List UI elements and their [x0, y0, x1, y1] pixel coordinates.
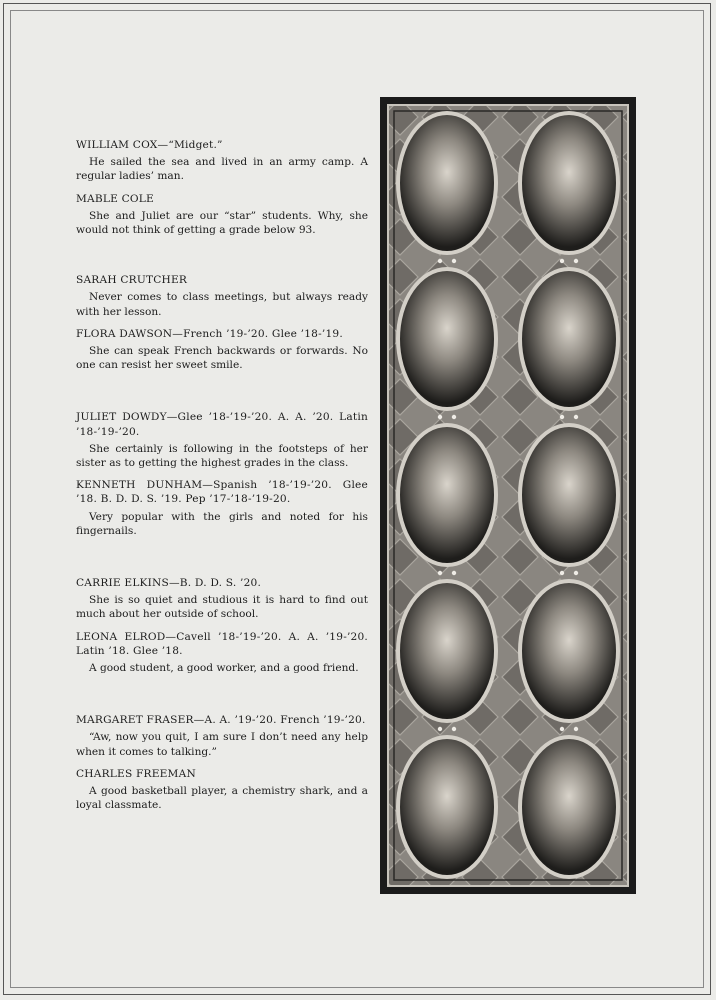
entry-kenneth-dunham: [76, 478, 368, 538]
portrait-photo: [522, 115, 616, 251]
portrait-row-4: [396, 579, 620, 723]
portrait-photo: [522, 427, 616, 563]
entry-sarah-crutcher: [76, 273, 368, 319]
entry-flora-dawson: [76, 327, 368, 373]
entry-description: A good basketball player, a chemistry shark, and a loyal classmate.: [76, 785, 368, 812]
portrait-photo: [400, 271, 494, 407]
entry-name: CARRIE ELKINS—B. D. D. S. ’20.: [76, 577, 262, 590]
entry-juliet-dowdy: [76, 410, 368, 470]
entry-description: She is so quiet and studious it is hard to find out much about her outside of school.: [76, 594, 368, 621]
entry-name: MARGARET FRASER—A. A. ’19-’20. French ’19-’20.: [76, 714, 366, 727]
entry-group-2: [76, 273, 368, 372]
entry-margaret-fraser: [76, 713, 368, 759]
entry-group-4: [76, 576, 368, 675]
entry-description: A good student, a good worker, and a good friend.: [89, 662, 359, 675]
entry-william-cox: [76, 138, 368, 184]
portrait-photo: [522, 583, 616, 719]
entry-name: JULIET DOWDY—Glee ’18-’19-’20. A. A. ’20. Latin ’18-’19-’20.: [76, 411, 368, 438]
entry-group-1: [76, 138, 368, 237]
entry-description: Very popular with the girls and noted for his fingernails.: [76, 510, 368, 537]
entry-description: She certainly is following in the footsteps of her sister as to getting the highest grades in the class.: [76, 442, 368, 470]
entry-charles-freeman: [76, 767, 368, 813]
entry-name: KENNETH DUNHAM—Spanish ’18-’19-’20. Glee ’18. B. D. D. S. ’19. Pep ’17-’18-’19-20.: [76, 479, 368, 506]
entry-description: “Aw, now you quit, I am sure I don’t need any help when it comes to talking.”: [76, 731, 368, 758]
portrait-photo: [400, 427, 494, 563]
biography-column: [76, 138, 368, 821]
portrait-grid: [380, 97, 636, 894]
portrait-row-5: [396, 735, 620, 879]
portrait-row-3: [396, 423, 620, 567]
portrait-photo: [522, 739, 616, 875]
portrait-panel: [380, 97, 636, 894]
portrait-row-2: [396, 267, 620, 411]
portrait-photo: [400, 739, 494, 875]
portrait-row-1: [396, 111, 620, 255]
entry-name: CHARLES FREEMAN: [76, 767, 196, 780]
entry-mable-cole: [76, 192, 368, 238]
entry-name: MABLE COLE: [76, 192, 154, 205]
portrait-photo: [522, 271, 616, 407]
entry-leona-elrod: [76, 630, 368, 676]
entry-description: She and Juliet are our “star” students. Why, she would not think of getting a grade below 93.: [76, 209, 368, 237]
entry-group-5: [76, 713, 368, 812]
entry-carrie-elkins: [76, 576, 368, 622]
entry-name: WILLIAM COX—“Midget.”: [76, 139, 223, 151]
entry-name: FLORA DAWSON—French ’19-’20. Glee ’18-’19.: [76, 327, 343, 340]
portrait-photo: [400, 115, 494, 251]
entry-group-3: [76, 410, 368, 538]
entry-name: LEONA ELROD—Cavell ’18-’19-’20. A. A. ’19-’20. Latin ’18. Glee ’18.: [76, 630, 368, 657]
entry-description: He sailed the sea and lived in an army camp. A regular ladies’ man.: [76, 156, 368, 183]
entry-description: She can speak French backwards or forwards. No one can resist her sweet smile.: [76, 345, 368, 372]
entry-name: SARAH CRUTCHER: [76, 274, 188, 287]
portrait-photo: [400, 583, 494, 719]
entry-description: Never comes to class meetings, but always ready with her lesson.: [76, 291, 368, 318]
